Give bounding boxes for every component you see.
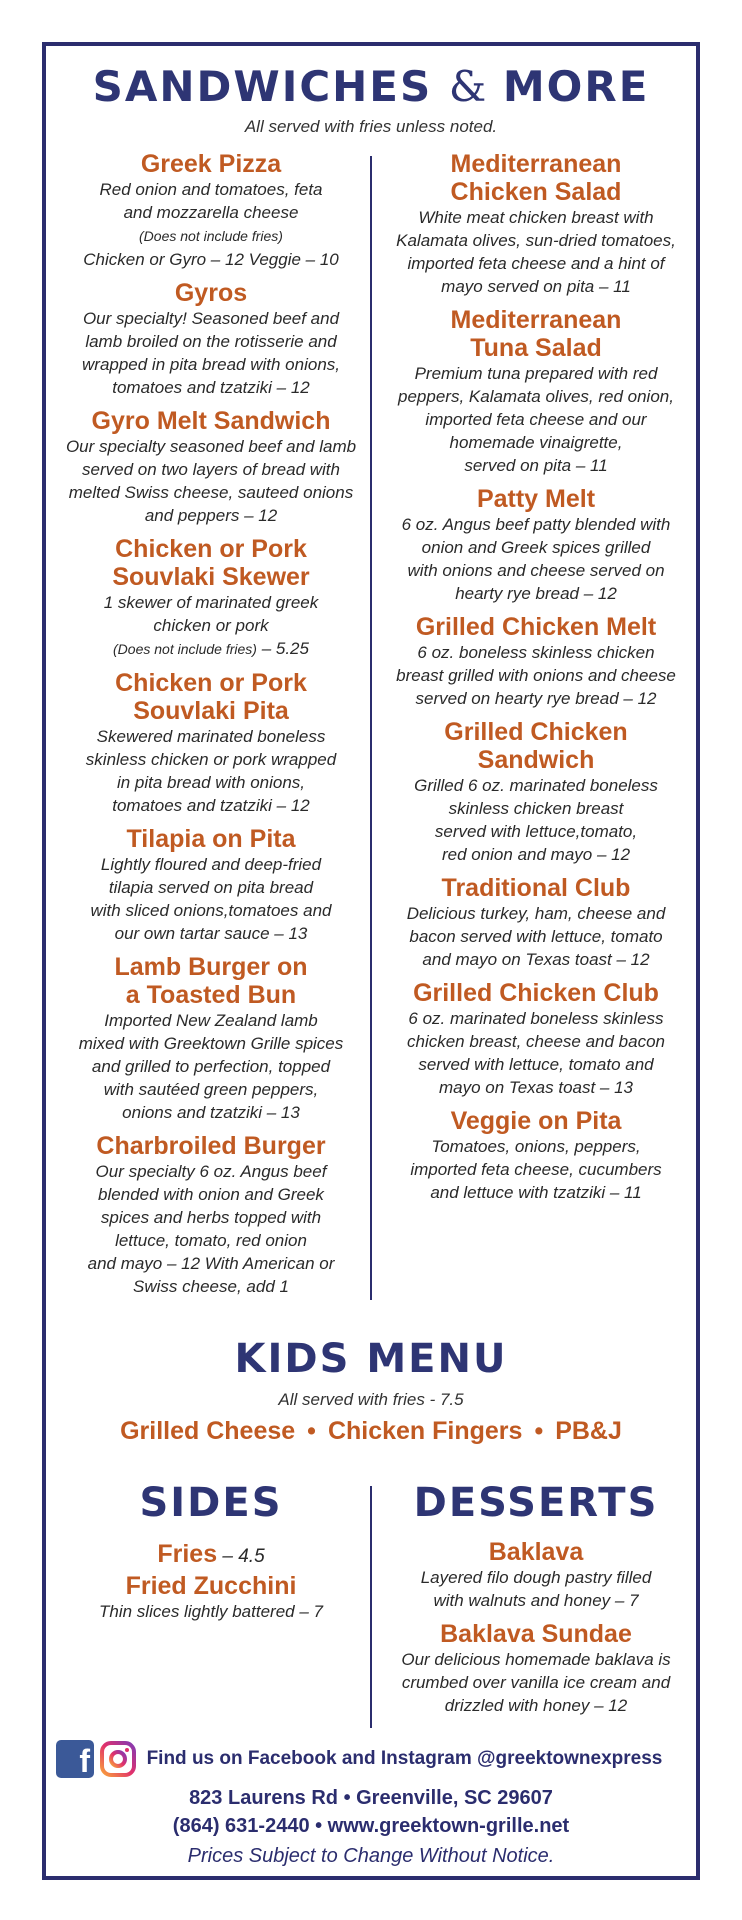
- menu-item: [380, 306, 692, 477]
- menu-item: [55, 279, 367, 399]
- section-title-sandwiches: [0, 62, 742, 111]
- item-title: Tilapia on Pita: [126, 825, 296, 853]
- item-title: Chicken or Pork: [115, 669, 307, 697]
- desserts-column: [380, 1480, 692, 1725]
- menu-item: [55, 1540, 367, 1568]
- item-title: Sandwich: [477, 746, 595, 774]
- menu-item: [380, 150, 692, 298]
- item-title: Grilled Chicken: [444, 718, 628, 746]
- item-desc: tomatoes and tzatziki – 12: [112, 796, 310, 815]
- item-title: Grilled Chicken Club: [413, 979, 659, 1007]
- menu-item: [55, 953, 367, 1124]
- menu-item: [380, 874, 692, 971]
- item-desc: 6 oz. Angus beef patty blended with: [401, 515, 671, 534]
- right-menu-column: [380, 150, 692, 1212]
- item-desc: red onion and mayo – 12: [441, 845, 631, 864]
- item-desc: tomatoes and tzatziki – 12: [112, 378, 310, 397]
- item-desc: Tomatoes, onions, peppers,: [431, 1137, 641, 1156]
- item-desc: onion and Greek spices grilled: [421, 538, 651, 557]
- item-desc: homemade vinaigrette,: [449, 433, 623, 452]
- item-price: – 4.5: [217, 1546, 265, 1567]
- item-desc: Grilled 6 oz. marinated boneless: [414, 776, 658, 795]
- item-title: Lamb Burger on: [114, 953, 308, 981]
- item-title: Baklava: [488, 1538, 584, 1566]
- instagram-icon[interactable]: [99, 1740, 137, 1778]
- kids-item: Chicken Fingers: [327, 1417, 523, 1445]
- item-title: Patty Melt: [476, 485, 596, 513]
- item-desc: and mozzarella cheese: [123, 203, 299, 222]
- menu-item: [380, 1620, 692, 1717]
- item-desc: Our specialty! Seasoned beef and: [82, 309, 340, 328]
- item-title: Gyros: [174, 279, 248, 307]
- item-desc: with sliced onions,tomatoes and: [90, 901, 332, 920]
- item-desc: hearty rye bread – 12: [455, 584, 617, 603]
- item-desc: and lettuce with tzatziki – 11: [430, 1183, 642, 1202]
- item-desc: bacon served with lettuce, tomato: [409, 927, 663, 946]
- kids-item: PB&J: [555, 1417, 622, 1445]
- contact-info: (864) 631-2440 • www.greektown-grille.net: [172, 1815, 570, 1837]
- item-title: Charbroiled Burger: [96, 1132, 326, 1160]
- item-desc: Thin slices lightly battered – 7: [99, 1602, 323, 1621]
- menu-item: [55, 407, 367, 527]
- item-desc: 1 skewer of marinated greek: [103, 593, 319, 612]
- item-title: Greek Pizza: [140, 150, 282, 178]
- title-word: MORE: [502, 62, 650, 111]
- item-desc: Our delicious homemade baklava is: [401, 1650, 671, 1669]
- item-title: Chicken Salad: [450, 178, 622, 206]
- sandwiches-note: All served with fries unless noted.: [244, 117, 498, 136]
- item-desc: White meat chicken breast with: [418, 208, 654, 227]
- item-desc: lettuce, tomato, red onion: [115, 1231, 307, 1250]
- kids-item: Grilled Cheese: [120, 1417, 296, 1445]
- item-desc: skinless chicken breast: [448, 799, 624, 818]
- menu-item: [55, 825, 367, 945]
- item-desc: with walnuts and honey – 7: [433, 1591, 639, 1610]
- item-desc: tilapia served on pita bread: [108, 878, 314, 897]
- item-desc: in pita bread with onions,: [116, 773, 306, 792]
- item-desc: imported feta cheese and a hint of: [407, 254, 665, 273]
- item-desc: served on two layers of bread with: [82, 460, 340, 479]
- item-price: – 5.25: [256, 639, 309, 658]
- item-desc: chicken or pork: [153, 616, 269, 635]
- menu-item: [380, 1107, 692, 1204]
- item-desc: lamb broiled on the rotisserie and: [85, 332, 337, 351]
- item-desc: Swiss cheese, add 1: [133, 1277, 289, 1296]
- item-desc: and mayo – 12 With American or: [87, 1254, 335, 1273]
- item-desc: and grilled to perfection, topped: [91, 1057, 331, 1076]
- item-desc: 6 oz. boneless skinless chicken: [417, 643, 655, 662]
- item-desc: served on hearty rye bread – 12: [415, 689, 657, 708]
- item-title: Gyro Melt Sandwich: [91, 407, 331, 435]
- item-desc: crumbed over vanilla ice cream and: [401, 1673, 671, 1692]
- separator: •: [307, 1417, 316, 1445]
- item-desc: melted Swiss cheese, sauteed onions: [68, 483, 354, 502]
- item-desc: and mayo on Texas toast – 12: [422, 950, 650, 969]
- separator: •: [534, 1417, 544, 1445]
- item-title: Grilled Chicken Melt: [415, 613, 657, 641]
- item-desc: served with lettuce,tomato,: [434, 822, 638, 841]
- item-desc: Kalamata olives, sun-dried tomatoes,: [396, 231, 676, 250]
- item-desc: drizzled with honey – 12: [444, 1696, 628, 1715]
- item-note: [55, 224, 367, 248]
- menu-item: [380, 979, 692, 1099]
- item-small-note: (Does not include fries): [113, 641, 257, 657]
- item-title: Baklava Sundae: [440, 1620, 632, 1648]
- item-title: Souvlaki Pita: [133, 697, 289, 725]
- section-title-desserts: DESSERTS: [413, 1480, 659, 1526]
- item-title: Chicken or Pork: [115, 535, 307, 563]
- item-desc: peppers, Kalamata olives, red onion,: [398, 387, 674, 406]
- item-desc: Delicious turkey, ham, cheese and: [406, 904, 666, 923]
- item-title: Mediterranean: [450, 150, 622, 178]
- item-title: Fries: [157, 1540, 218, 1568]
- menu-item: [380, 718, 692, 866]
- address: 823 Laurens Rd • Greenville, SC 29607: [189, 1787, 553, 1809]
- title-ampersand: &: [448, 62, 487, 111]
- item-desc: served with lettuce, tomato and: [418, 1055, 654, 1074]
- left-menu-column: [55, 150, 367, 1306]
- item-desc: mayo served on pita – 11: [441, 277, 631, 296]
- menu-item: [55, 535, 367, 661]
- item-title: Tuna Salad: [470, 334, 602, 362]
- item-desc: Lightly floured and deep-fried: [100, 855, 322, 874]
- item-title: Fried Zucchini: [125, 1572, 297, 1600]
- item-desc: with sautéed green peppers,: [103, 1080, 319, 1099]
- item-title: Mediterranean: [450, 306, 622, 334]
- social-text: Find us on Facebook and Instagram @greektownexpress: [146, 1748, 663, 1769]
- item-desc: Skewered marinated boneless: [96, 727, 326, 746]
- item-title: Veggie on Pita: [450, 1107, 622, 1135]
- item-desc: spices and herbs topped with: [100, 1208, 322, 1227]
- item-desc: mixed with Greektown Grille spices: [78, 1034, 344, 1053]
- title-word: SANDWICHES: [92, 62, 433, 111]
- kids-note: All served with fries - 7.5: [278, 1390, 464, 1409]
- menu-item: [55, 1132, 367, 1298]
- section-title-kids: KIDS MENU: [234, 1336, 508, 1382]
- social-row: [56, 1740, 696, 1778]
- menu-item: [55, 150, 367, 271]
- menu-item: [380, 613, 692, 710]
- item-desc: and peppers – 12: [144, 506, 278, 525]
- item-title: a Toasted Bun: [125, 981, 297, 1009]
- item-desc: Our specialty 6 oz. Angus beef: [95, 1162, 327, 1181]
- item-price: Chicken or Gyro – 12 Veggie – 10: [83, 250, 339, 269]
- item-desc: wrapped in pita bread with onions,: [82, 355, 340, 374]
- item-desc: imported feta cheese and our: [425, 410, 647, 429]
- section-title-sides: SIDES: [139, 1480, 283, 1526]
- item-desc: chicken breast, cheese and bacon: [406, 1032, 665, 1051]
- item-note: [55, 637, 367, 661]
- item-desc: Layered filo dough pastry filled: [420, 1568, 652, 1587]
- item-desc: blended with onion and Greek: [98, 1185, 324, 1204]
- item-desc: Premium tuna prepared with red: [414, 364, 658, 383]
- kids-items: [0, 1417, 742, 1446]
- item-desc: skinless chicken or pork wrapped: [85, 750, 337, 769]
- item-desc: imported feta cheese, cucumbers: [410, 1160, 662, 1179]
- item-desc: mayo on Texas toast – 13: [438, 1078, 634, 1097]
- item-title: Souvlaki Skewer: [112, 563, 310, 591]
- item-desc: onions and tzatziki – 13: [122, 1103, 300, 1122]
- item-desc: Imported New Zealand lamb: [104, 1011, 318, 1030]
- item-small-note: (Does not include fries): [139, 228, 283, 244]
- menu-item: [55, 669, 367, 817]
- menu-item: [380, 1538, 692, 1612]
- menu-item: [380, 485, 692, 605]
- column-divider: [370, 156, 372, 1300]
- item-desc: served on pita – 11: [464, 456, 608, 475]
- item-desc: Red onion and tomatoes, feta: [99, 180, 323, 199]
- disclaimer: Prices Subject to Change Without Notice.: [187, 1845, 555, 1867]
- column-divider: [370, 1486, 372, 1728]
- item-desc: with onions and cheese served on: [407, 561, 665, 580]
- item-desc: Our specialty seasoned beef and lamb: [65, 437, 357, 456]
- facebook-icon[interactable]: f: [56, 1740, 94, 1778]
- item-desc: 6 oz. marinated boneless skinless: [408, 1009, 664, 1028]
- item-desc: breast grilled with onions and cheese: [396, 666, 676, 685]
- item-desc: our own tartar sauce – 13: [114, 924, 308, 943]
- sides-column: [55, 1480, 367, 1623]
- item-title: Traditional Club: [441, 874, 631, 902]
